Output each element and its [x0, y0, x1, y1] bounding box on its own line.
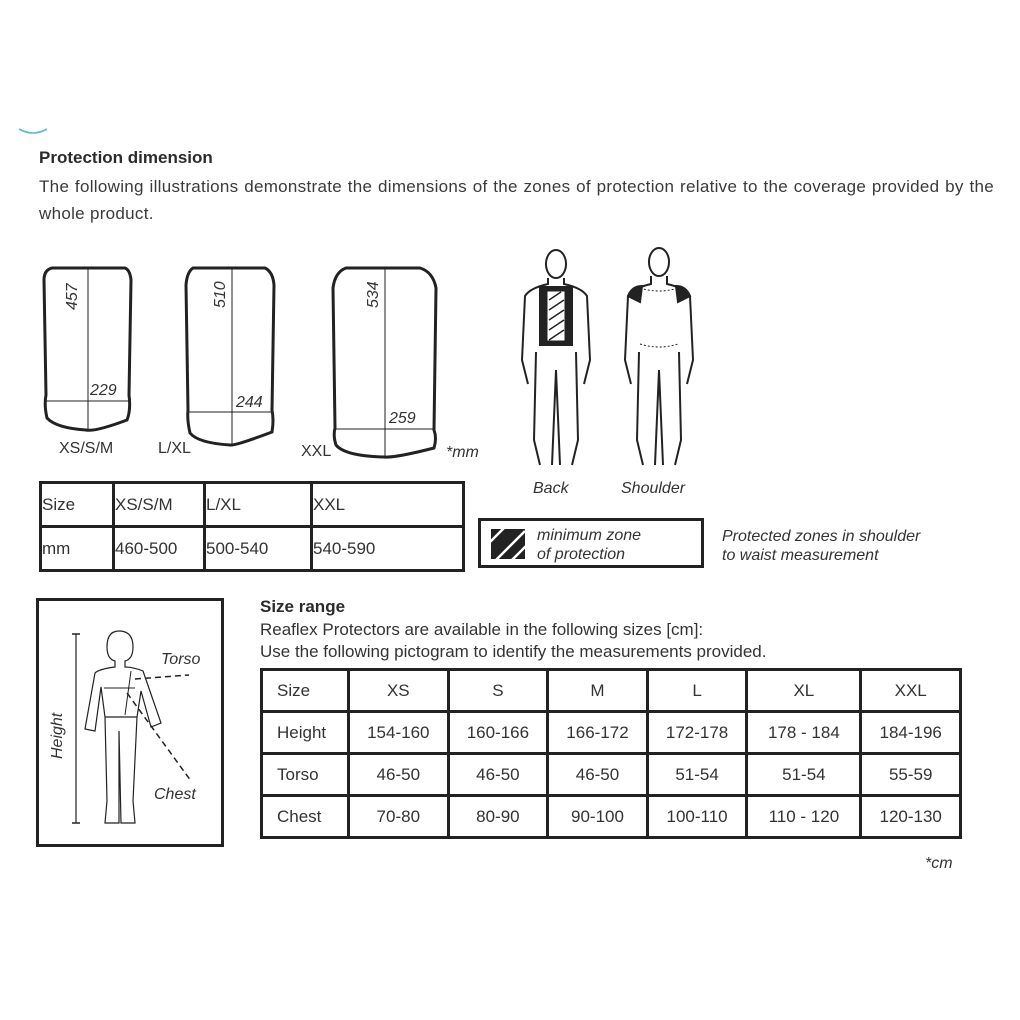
- table-cell: 184-196: [861, 712, 961, 754]
- table-cell: 154-160: [349, 712, 449, 754]
- table-cell: 46-50: [349, 754, 449, 796]
- table-cell: XXL: [312, 483, 464, 527]
- table-cell: mm: [41, 527, 114, 571]
- xs-size-label: XS/S/M: [59, 440, 114, 457]
- table-cell: Size: [41, 483, 114, 527]
- decorative-accent-icon: [18, 128, 48, 136]
- table-row: [262, 796, 961, 838]
- section-title: Protection dimension: [39, 148, 213, 167]
- lxl-size-label: L/XL: [158, 440, 191, 457]
- size-range-line-2: Use the following pictogram to identify the measurements provided.: [260, 642, 767, 661]
- table-cell: S: [448, 670, 548, 712]
- protector-illustrations: [0, 240, 720, 510]
- table-cell: 172-178: [647, 712, 747, 754]
- measurement-pictogram: [36, 598, 224, 847]
- size-range-line-1: Reaflex Protectors are available in the following sizes [cm]:: [260, 620, 704, 639]
- back-label: Back: [533, 480, 569, 497]
- table-cell: 70-80: [349, 796, 449, 838]
- legend-line: of protection: [537, 546, 626, 563]
- note-line: to waist measurement: [722, 547, 879, 564]
- table-cell: M: [548, 670, 648, 712]
- table-cell: Size: [262, 670, 349, 712]
- table-cell: 46-50: [548, 754, 648, 796]
- height-label: Height: [49, 712, 66, 759]
- table-cell: 540-590: [312, 527, 464, 571]
- table-cell: XL: [747, 670, 861, 712]
- size-range-title: Size range: [260, 597, 346, 616]
- lxl-length-label: 510: [212, 281, 229, 308]
- intro-text: The following illustrations demonstrate the dimensions of the zones of protection relative to the coverage provided by the whole product.: [39, 177, 994, 223]
- protector-xs-s-m-icon: [44, 268, 131, 430]
- shoulder-figure-icon: [625, 248, 693, 465]
- table-cell: 100-110: [647, 796, 747, 838]
- torso-label: Torso: [161, 651, 201, 668]
- table-cell: Height: [262, 712, 349, 754]
- xs-length-label: 457: [64, 283, 81, 310]
- table-cell: 51-54: [747, 754, 861, 796]
- xxl-length-label: 534: [365, 281, 382, 308]
- table-cell: 110 - 120: [747, 796, 861, 838]
- xxl-width-label: 259: [389, 410, 416, 427]
- table-cell: 160-166: [448, 712, 548, 754]
- table-cell: Torso: [262, 754, 349, 796]
- table-cell: L: [647, 670, 747, 712]
- table-cell: XS/S/M: [114, 483, 205, 527]
- back-figure-icon: [522, 250, 590, 465]
- table-cell: 500-540: [205, 527, 312, 571]
- legend-label: [537, 526, 641, 564]
- table-row: [262, 754, 961, 796]
- protector-l-xl-icon: [186, 268, 274, 445]
- table-cell: 51-54: [647, 754, 747, 796]
- table-cell: 166-172: [548, 712, 648, 754]
- size-range-table: [260, 668, 962, 839]
- chest-label: Chest: [154, 786, 196, 803]
- table-cell: 120-130: [861, 796, 961, 838]
- table-cell: 46-50: [448, 754, 548, 796]
- lxl-width-label: 244: [236, 394, 263, 411]
- xs-width-label: 229: [90, 382, 117, 399]
- table-cell: 90-100: [548, 796, 648, 838]
- table-cell: 80-90: [448, 796, 548, 838]
- table-row: [262, 670, 961, 712]
- table-row: [262, 712, 961, 754]
- table-row: [41, 527, 464, 571]
- legend-line: minimum zone: [537, 527, 642, 544]
- table-cell: 178 - 184: [747, 712, 861, 754]
- protected-zones-note: [722, 527, 920, 565]
- table-cell: 55-59: [861, 754, 961, 796]
- table-cell: XS: [349, 670, 449, 712]
- table-cell: XXL: [861, 670, 961, 712]
- shoulder-label: Shoulder: [621, 480, 686, 497]
- table-cell: Chest: [262, 796, 349, 838]
- xxl-size-label: XXL: [301, 443, 332, 460]
- table-row: [41, 483, 464, 527]
- hatched-zone-icon: [491, 529, 525, 559]
- cm-unit-note: *cm: [925, 855, 953, 872]
- legend-box: [478, 518, 704, 568]
- protector-xxl-icon: [333, 268, 436, 457]
- mm-unit-note: *mm: [446, 444, 479, 461]
- note-line: Protected zones in shoulder: [722, 528, 921, 545]
- table-cell: 460-500: [114, 527, 205, 571]
- table-cell: L/XL: [205, 483, 312, 527]
- protector-length-table: [39, 481, 465, 572]
